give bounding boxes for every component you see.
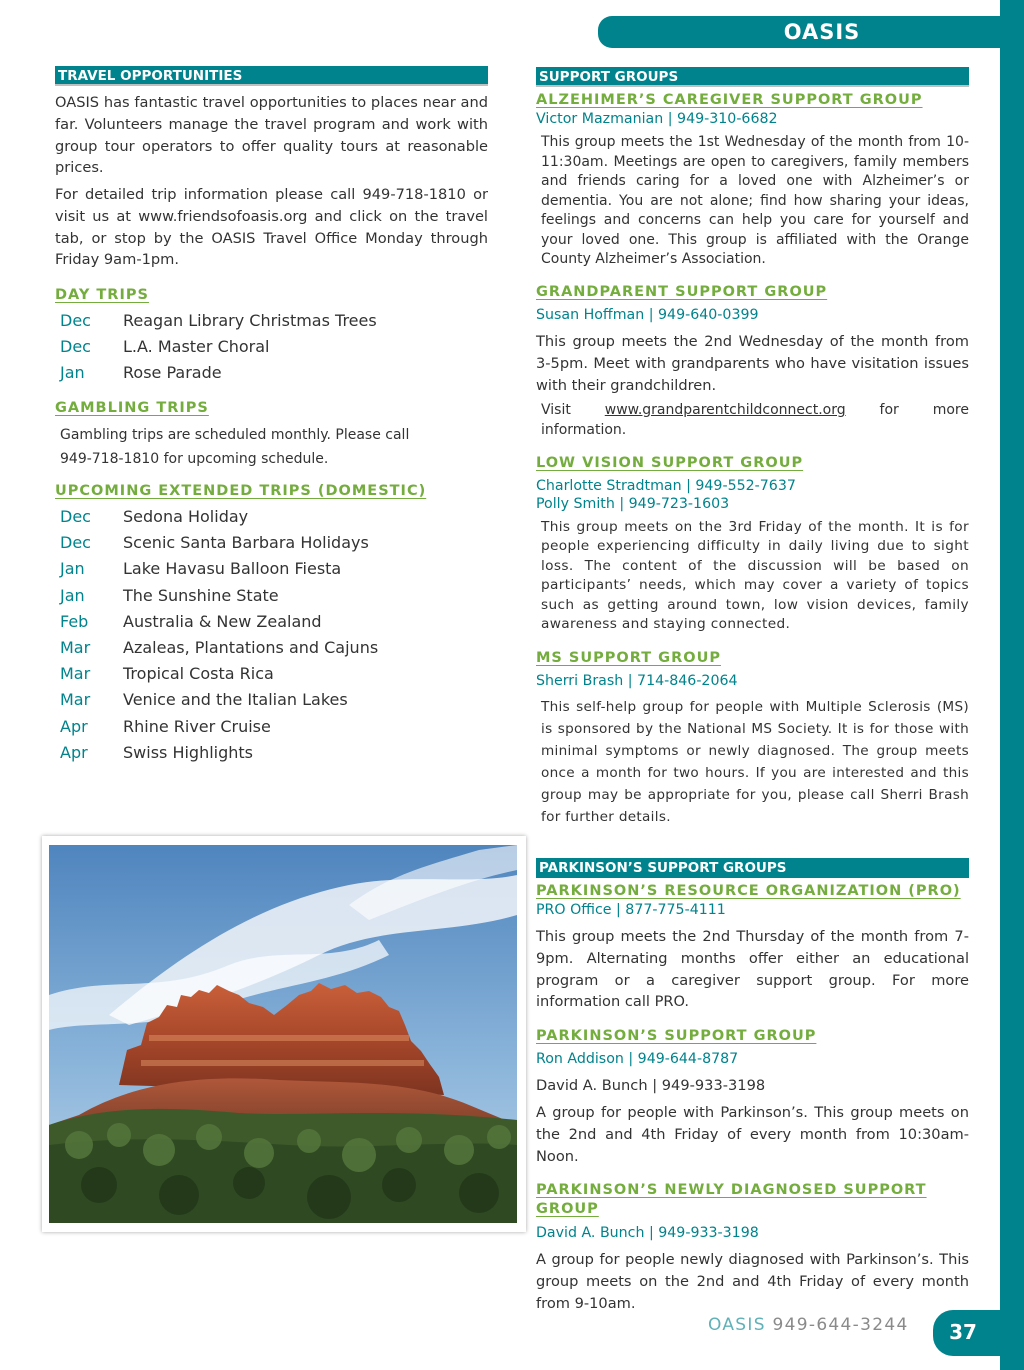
trip-name: Lake Havasu Balloon Fiesta — [123, 559, 342, 579]
trip-row — [60, 612, 480, 638]
sedona-red-rocks-photo — [49, 845, 517, 1223]
grandparent-title: GRANDPARENT SUPPORT GROUP — [536, 284, 828, 300]
low-vision-title: LOW VISION SUPPORT GROUP — [536, 455, 804, 471]
trip-month: Dec — [60, 311, 91, 330]
trip-month: Apr — [60, 716, 88, 736]
trip-month: Jan — [60, 585, 85, 605]
trip-row — [60, 664, 480, 690]
visit-prefix: Visit — [541, 402, 571, 418]
ms-title: MS SUPPORT GROUP — [536, 650, 721, 666]
pro-contact: PRO Office | 877-775-4111 — [536, 902, 726, 918]
alzheimers-title: ALZEHIMER’S CAREGIVER SUPPORT GROUP — [536, 92, 923, 108]
trip-row — [60, 638, 480, 664]
newly-diagnosed-text: A group for people newly diagnosed with Parkinson’s. This group meets on the 2nd and 4th Friday of every month from 9-10am. — [536, 1251, 969, 1312]
trip-row — [60, 337, 480, 363]
trip-name: Tropical Costa Rica — [123, 664, 274, 684]
alzheimers-text: This group meets the 1st Wednesday of the month from 10-11:30am. Meetings are open to caregivers, family members and friends caring for a loved one with Alzheimer’s or dementia. You are not alone; find how sharing your ideas, feelings and concerns can help you care for yourself and your loved one. This group is affiliated with the Orange County Alzheimer’s Association. — [541, 134, 969, 267]
trip-month: Apr — [60, 742, 88, 762]
pro-text: This group meets the 2nd Thursday of the month from 7-9pm. Alternating months offer either an educational program or a caregiver support group. For more information call PRO. — [536, 928, 969, 1011]
trip-month: Mar — [60, 690, 91, 710]
trip-row — [60, 533, 480, 559]
parkinsons-support-contact-2: David A. Bunch | 949-933-3198 — [536, 1077, 766, 1094]
trip-row — [60, 559, 480, 585]
page-number: 37 — [949, 1320, 977, 1344]
low-vision-contact-1: Charlotte Stradtman | 949-552-7637 — [536, 478, 796, 494]
trip-month: Jan — [60, 559, 85, 579]
trip-name: L.A. Master Choral — [123, 337, 270, 357]
pro-title: PARKINSON’S RESOURCE ORGANIZATION (PRO) — [536, 883, 961, 899]
trip-name: Sedona Holiday — [123, 507, 249, 526]
newly-diagnosed-contact: David A. Bunch | 949-933-3198 — [536, 1225, 759, 1241]
parkinsons-support-text: A group for people with Parkinson’s. This group meets on the 2nd and 4th Friday of every month from 10:30am-Noon. — [536, 1104, 969, 1165]
trip-name: The Sunshine State — [123, 585, 279, 605]
trip-name: Scenic Santa Barbara Holidays — [123, 533, 369, 553]
trip-row — [60, 507, 480, 533]
visit-suffix-word-more: more — [932, 402, 969, 418]
grandparent-visit — [541, 400, 969, 440]
parkinsons-support-title: PARKINSON’S SUPPORT GROUP — [536, 1028, 817, 1044]
grandparent-link[interactable]: www.grandparentchildconnect.org — [604, 402, 846, 418]
day-trips-title: DAY TRIPS — [55, 287, 149, 303]
ms-text: This self-help group for people with Multiple Sclerosis (MS) is sponsored by the National MS Society. It is for those with minimal symptoms or newly diagnosed. The group meets once a month for two hours. If you are interested and this group may be appropriate for you, please call Sherri Brash for further details. — [541, 699, 969, 825]
grandparent-text: This group meets the 2nd Wednesday of the month from 3-5pm. Meet with grandparents who have visitation issues with their grandchildren. — [536, 333, 969, 394]
trip-name: Venice and the Italian Lakes — [123, 690, 348, 710]
gambling-trips-text: Gambling trips are scheduled monthly. Please call 949-718-1810 for upcoming schedule. — [60, 427, 410, 467]
parkinsons-support-contact: Ron Addison | 949-644-8787 — [536, 1051, 739, 1067]
ms-contact: Sherri Brash | 714-846-2064 — [536, 673, 738, 689]
low-vision-contact-2: Polly Smith | 949-723-1603 — [536, 496, 730, 512]
support-section-title: SUPPORT GROUPS — [536, 67, 969, 87]
trip-name: Swiss Highlights — [123, 742, 254, 762]
trip-month: Mar — [60, 664, 91, 684]
page-number-badge — [933, 1310, 1013, 1356]
gambling-trips-title: GAMBLING TRIPS — [55, 400, 209, 416]
extended-trips-list — [60, 507, 480, 769]
trip-name: Rose Parade — [123, 363, 222, 383]
trip-name: Reagan Library Christmas Trees — [123, 311, 377, 330]
trip-name: Azaleas, Plantations and Cajuns — [123, 637, 379, 657]
trip-name: Rhine River Cruise — [123, 716, 271, 736]
footer-phone: 949-644-3244 — [772, 1315, 909, 1335]
footer-contact — [708, 1315, 909, 1335]
travel-section-title: TRAVEL OPPORTUNITIES — [55, 66, 488, 86]
trip-month: Dec — [60, 337, 91, 357]
alzheimers-contact: Victor Mazmanian | 949-310-6682 — [536, 111, 778, 127]
trip-name: Australia & New Zealand — [123, 611, 322, 631]
visit-suffix-end: information. — [541, 422, 627, 438]
newly-diagnosed-title-line-1: PARKINSON’S NEWLY DIAGNOSED SUPPORT — [536, 1182, 927, 1198]
trip-row — [60, 363, 480, 389]
trip-month: Feb — [60, 611, 89, 631]
day-trips-list — [60, 311, 480, 390]
travel-intro: OASIS has fantastic travel opportunities to places near and far. Volunteers manage the travel program and work with group tour operators to offer quality tours at reasonable prices. — [55, 94, 488, 177]
grandparent-contact: Susan Hoffman | 949-640-0399 — [536, 307, 759, 323]
trip-month: Dec — [60, 533, 91, 553]
visit-suffix-word-for: for — [879, 402, 899, 418]
page-edge-bar — [1000, 0, 1024, 1370]
newly-diagnosed-title-line-2: GROUP — [536, 1201, 599, 1217]
trip-row — [60, 690, 480, 716]
trip-row — [60, 311, 480, 337]
header-tab — [598, 16, 1008, 48]
extended-trips-title: UPCOMING EXTENDED TRIPS (DOMESTIC) — [55, 483, 427, 499]
footer-brand: OASIS — [708, 1315, 766, 1335]
trip-month: Jan — [60, 363, 85, 383]
trip-row — [60, 743, 480, 769]
trip-row — [60, 717, 480, 743]
trip-month: Mar — [60, 637, 91, 657]
travel-info: For detailed trip information please call 949-718-1810 or visit us at www.friendsofoasis.org and click on the travel tab, or stop by the OASIS Travel Office Monday through Friday 9am-1pm. — [55, 186, 488, 269]
trip-month: Dec — [60, 507, 91, 526]
header-tab-title: OASIS — [783, 20, 861, 44]
parkinsons-section-title: PARKINSON’S SUPPORT GROUPS — [536, 858, 969, 878]
trip-row — [60, 586, 480, 612]
low-vision-text: This group meets on the 3rd Friday of the month. It is for people experiencing difficulty in daily living due to sight loss. The content of the discussion will be based on participants’ needs, which may cover a variety of topics such as getting around town, low vision devices, family awareness and staying connected. — [541, 519, 969, 633]
